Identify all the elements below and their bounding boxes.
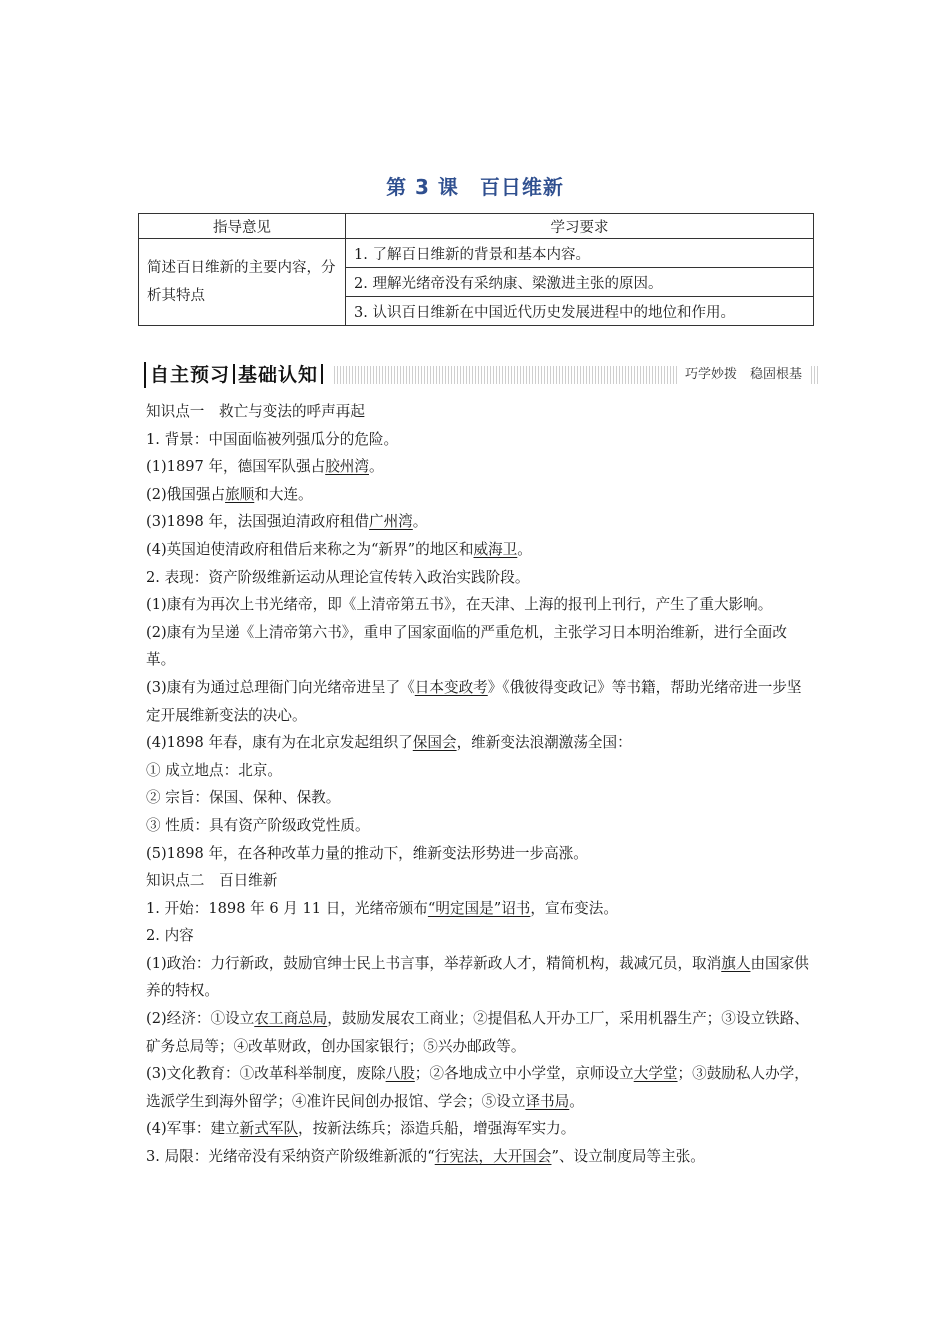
page-title: 第 3 课 百日维新 — [386, 175, 564, 199]
table-header-guide: 指导意见 — [139, 214, 346, 239]
content-line — [146, 398, 810, 426]
answer-text: 译书局 — [525, 1092, 570, 1110]
content-line — [146, 812, 810, 840]
line-text: (1)政治：力行新政，鼓励官绅士民上书言事，举荐新政人才，精简机构，裁减冗员，取消 — [146, 954, 722, 972]
line-text: 。 — [569, 1092, 584, 1110]
answer-text: 广州湾 — [368, 513, 413, 531]
content-line — [146, 1143, 810, 1171]
answer-text: 日本变政考 — [414, 678, 488, 696]
content-line — [146, 564, 810, 592]
answer-text: 农工商总局 — [254, 1010, 328, 1028]
line-text: 1. 背景：中国面临被列强瓜分的危险。 — [146, 430, 399, 448]
content-line — [146, 591, 810, 619]
content-line — [146, 1005, 810, 1060]
answer-text: “明定国是”诏书 — [427, 899, 531, 917]
content-line — [146, 426, 810, 454]
line-text: (5)1898 年，在各种改革力量的推动下，维新变法形势进一步高涨。 — [146, 844, 588, 862]
line-text: 知识点二 百日维新 — [146, 872, 278, 890]
line-text: (2)俄国强占 — [146, 485, 226, 503]
line-text: (3)康有为通过总理衙门向光绪帝进呈了《 — [146, 678, 415, 696]
line-text: 2. 表现：资产阶级维新运动从理论宣传转入政治实践阶段。 — [146, 568, 530, 586]
content-line — [146, 1060, 810, 1115]
line-text: ③ 性质：具有资产阶级政党性质。 — [146, 816, 370, 834]
line-text: 。 — [369, 458, 384, 476]
line-text: 。 — [412, 513, 428, 531]
content-line — [146, 867, 810, 895]
content-body — [146, 398, 810, 1171]
answer-text: 新式军队 — [239, 1120, 299, 1138]
banner-divider — [321, 364, 323, 384]
answer-text: 大学堂 — [633, 1065, 678, 1083]
banner-part1: 自主预习 — [150, 364, 231, 386]
line-text: 2. 内容 — [146, 927, 194, 945]
answer-text: 保国会 — [412, 734, 457, 752]
line-text: 3. 局限：光绪帝没有采纳资产阶级维新派的“ — [146, 1148, 435, 1166]
banner-part2: 基础认知 — [238, 364, 319, 386]
line-text: ”、设立制度局等主张。 — [551, 1148, 705, 1166]
banner-label — [144, 362, 332, 388]
requirement-item: 1. 了解百日维新的背景和基本内容。 — [346, 239, 814, 268]
content-line — [146, 1115, 810, 1143]
table-header-requirements: 学习要求 — [346, 214, 814, 239]
line-text: (3)1898 年，法国强迫清政府租借 — [146, 513, 369, 531]
line-text: 和大连。 — [254, 485, 313, 503]
content-line — [146, 922, 810, 950]
content-line — [146, 481, 810, 509]
line-text: (4)军事：建立 — [146, 1120, 240, 1138]
line-text: (4)英国迫使清政府租借后来称之为“新界”的地区和 — [146, 540, 474, 558]
line-text: (2)康有为呈递《上清帝第六书》，重申了国家面临的严重危机，主张学习日本明治维新，进行全面改革。 — [146, 623, 787, 669]
line-text: ① 成立地点：北京。 — [146, 761, 282, 779]
line-text: ② 宗旨：保国、保种、保教。 — [146, 789, 341, 807]
line-text: (3)文化教育：①改革科举制度，废除 — [146, 1065, 386, 1083]
answer-text: 行宪法，大开国会 — [434, 1148, 552, 1166]
requirement-item: 2. 理解光绪帝没有采纳康、梁激进主张的原因。 — [346, 268, 814, 297]
line-text: 知识点一 救亡与变法的呼声再起 — [146, 403, 365, 420]
requirement-item: 3. 认识百日维新在中国近代历史发展进程中的地位和作用。 — [346, 297, 814, 326]
banner-tag: 巧学妙拨 稳固根基 — [677, 362, 810, 388]
line-text: (1)1897 年，德国军队强占 — [146, 458, 326, 476]
answer-text: 旅顺 — [225, 485, 255, 503]
content-line — [146, 895, 810, 923]
answer-text: 旗人 — [721, 954, 751, 972]
line-text: (1)康有为再次上书光绪帝，即《上清帝第五书》，在天津、上海的报刊上刊行，产生了重大影响。 — [146, 596, 773, 614]
content-line — [146, 508, 810, 536]
line-text: ；③鼓励私人办学，选派学生到海外留学；④准许民间创办报馆、学会；⑤设立 — [146, 1065, 809, 1110]
answer-text: 八股 — [385, 1065, 415, 1083]
content-line — [146, 950, 810, 1005]
line-text: ；②各地成立中小学堂，京师设立 — [414, 1065, 634, 1083]
content-line — [146, 536, 810, 564]
content-line — [146, 619, 810, 674]
content-line — [146, 840, 810, 868]
line-text: ，宣布变法。 — [530, 899, 618, 917]
content-line — [146, 757, 810, 785]
section-banner — [138, 362, 818, 388]
content-line — [146, 784, 810, 812]
line-text: 》《俄彼得变政记》等书籍，帮助光绪帝进一步坚定开展维新变法的决心。 — [146, 678, 802, 724]
content-line — [146, 729, 810, 757]
requirements-table — [138, 213, 814, 326]
line-text: ，按新法练兵；添造兵船，增强海军实力。 — [298, 1120, 576, 1138]
line-text: 由国家供养的特权。 — [146, 954, 809, 1000]
answer-text: 胶州湾 — [325, 458, 369, 476]
guide-cell: 简述百日维新的主要内容，分析其特点 — [139, 239, 346, 326]
line-text: (4)1898 年春，康有为在北京发起组织了 — [146, 734, 413, 752]
line-text: ，维新变法浪潮激荡全国： — [456, 734, 632, 752]
answer-text: 威海卫 — [473, 540, 518, 558]
line-text: (2)经济：①设立 — [146, 1010, 255, 1028]
content-line — [146, 674, 810, 729]
line-text: 。 — [517, 540, 532, 558]
banner-divider — [233, 364, 235, 384]
line-text: ，鼓励发展农工商业；②提倡私人开办工厂，采用机器生产；③设立铁路、矿务总局等；④改革财政，创办国家银行；⑤兴办邮政等。 — [146, 1010, 809, 1055]
content-line — [146, 453, 810, 481]
line-text: 1. 开始：1898 年 6 月 11 日，光绪帝颁布 — [146, 899, 428, 917]
